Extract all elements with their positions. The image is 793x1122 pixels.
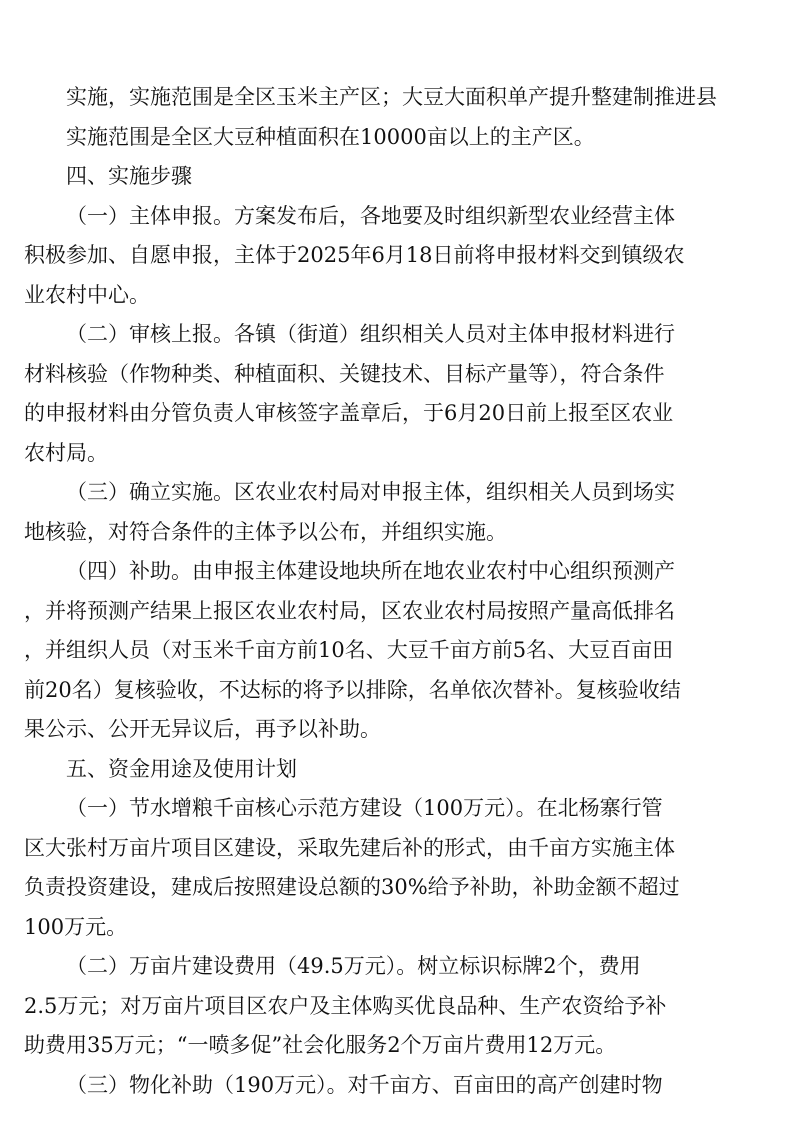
paragraph-fund-3: [66, 1066, 746, 1106]
text-line-cont: 地核验，对符合条件的主体予以公布，并组织实施。: [24, 519, 507, 544]
text-line-cont: 前20名）复核验收，不达标的将予以排除，名单依次替补。复核验收结: [24, 677, 681, 702]
text-line: （三）确立实施。区农业农村局对申报主体，组织相关人员到场实: [66, 480, 675, 504]
text-line: （二）万亩片建设费用（49.5万元）。树立标识标牌2个，费用: [66, 954, 641, 978]
section-heading-implementation-steps: [66, 157, 746, 197]
text-line-cont: 区大张村万亩片项目区建设，采取先建后补的形式，由千亩方实施主体: [24, 835, 675, 860]
paragraph-step-3: [24, 473, 746, 552]
text-line-cont: 果公示、公开无异议后，再予以补助。: [24, 717, 381, 741]
text-line-cont: 积极参加、自愿申报，主体于2025年6月18日前将申报材料交到镇级农: [24, 243, 685, 267]
text-line-cont: 业农村中心。: [24, 282, 150, 307]
section-heading-fund-usage: [66, 750, 746, 790]
paragraph-fund-1: [24, 789, 746, 947]
paragraph-continuation: [66, 78, 746, 157]
text-line-cont: 负责投资建设，建成后按照建设总额的30%给予补助，补助金额不超过: [24, 875, 680, 899]
text-line: 四、实施步骤: [66, 164, 192, 188]
text-line: （四）补助。由申报主体建设地块所在地农业农村中心组织预测产: [66, 559, 675, 583]
text-line-cont: ，并将预测产结果上报区农业农村局，区农业农村局按照产量高低排名: [24, 598, 675, 623]
text-line-cont: 100万元。: [24, 914, 128, 939]
text-line: （一）节水增粮千亩核心示范方建设（100万元）。在北杨寨行管: [66, 796, 663, 820]
text-line-cont: 2.5万元；对万亩片项目区农户及主体购买优良品种、生产农资给予补: [24, 993, 667, 1018]
text-line-cont: ，并组织人员（对玉米千亩方前10名、大豆千亩方前5名、大豆百亩田: [24, 638, 674, 662]
text-line: （一）主体申报。方案发布后，各地要及时组织新型农业经营主体: [66, 203, 675, 228]
text-line: 实施范围是全区大豆种植面积在10000亩以上的主产区。: [66, 124, 595, 149]
text-line-cont: 助费用35万元；“一喷多促”社会化服务2个万亩片费用12万元。: [24, 1033, 617, 1057]
document-body: [24, 78, 746, 1105]
text-line: 实施，实施范围是全区玉米主产区；大豆大面积单产提升整建制推进县: [66, 85, 717, 109]
text-line: （三）物化补助（190万元）。对千亩方、百亩田的高产创建时物: [66, 1072, 663, 1097]
text-line: （二）审核上报。各镇（街道）组织相关人员对主体申报材料进行: [66, 322, 675, 346]
paragraph-step-4: [24, 552, 746, 750]
text-line: 五、资金用途及使用计划: [66, 756, 297, 781]
text-line-cont: 的申报材料由分管负责人审核签字盖章后，于6月20日前上报至区农业: [24, 401, 674, 425]
paragraph-fund-2: [24, 947, 746, 1066]
text-line-cont: 材料核验（作物种类、种植面积、关键技术、目标产量等），符合条件: [24, 361, 665, 386]
paragraph-step-1: [24, 197, 746, 316]
paragraph-step-2: [24, 315, 746, 473]
text-line-cont: 农村局。: [24, 440, 108, 465]
